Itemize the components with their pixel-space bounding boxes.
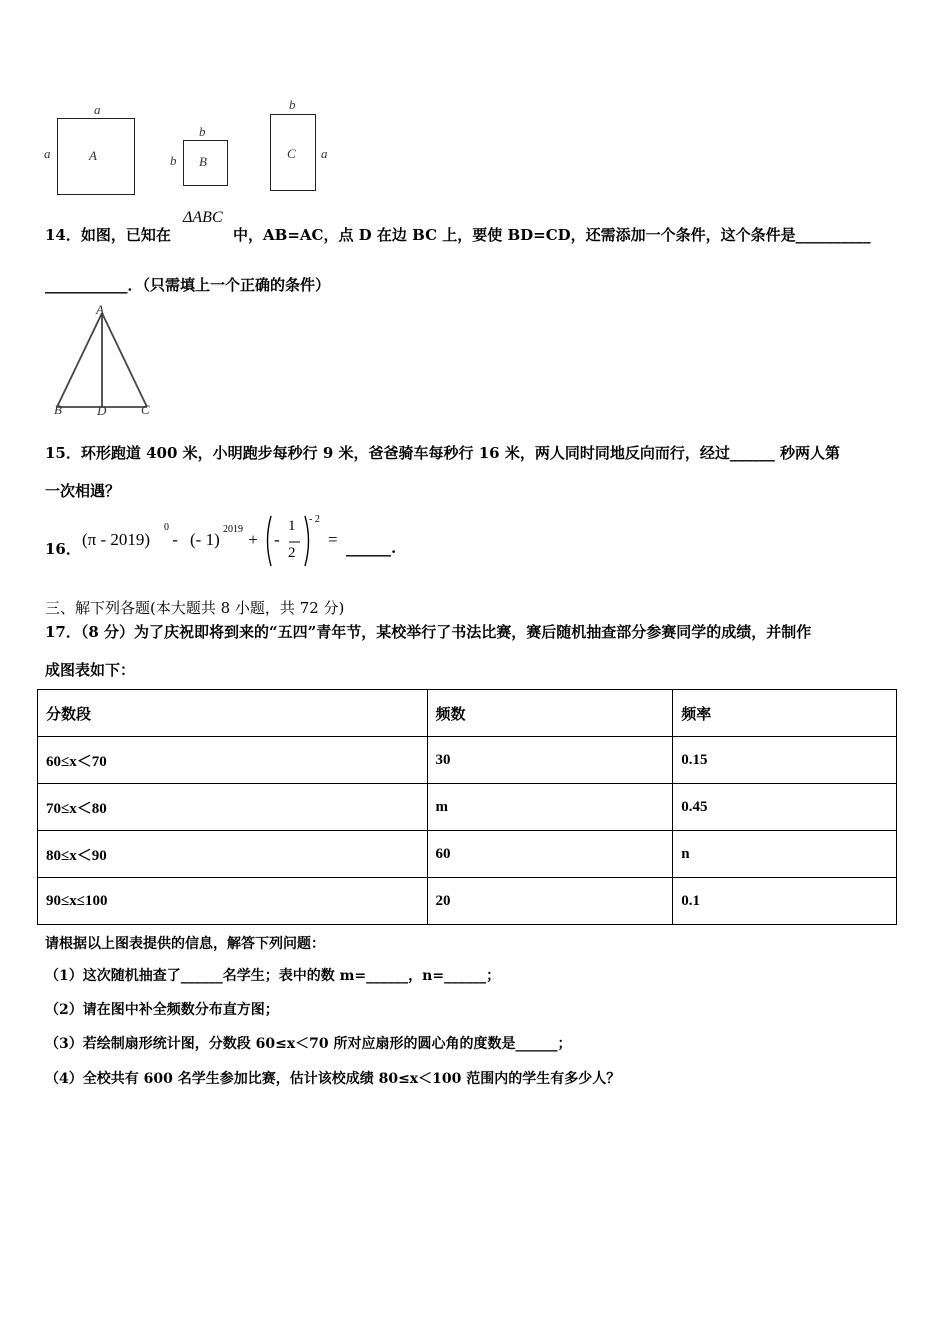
header-frequency: 频数 <box>427 690 673 737</box>
q15-line2: 一次相遇？ <box>45 482 121 500</box>
q16-fraction-denominator: 2 <box>288 545 296 561</box>
table-cell: 0.15 <box>673 737 897 784</box>
q17-sub4: （4）全校共有 600 名学生参加比赛，估计该校成绩 80≤x＜100 范围内的学生有多少人？ <box>45 1071 621 1087</box>
table-cell: 20 <box>427 878 673 925</box>
table-cell: 30 <box>427 737 673 784</box>
q14-line1 <box>45 224 171 245</box>
table-row <box>38 784 897 831</box>
vertex-a-label: A <box>96 302 104 317</box>
q14-triangle-symbol: ΔABC <box>183 209 223 226</box>
table-cell: 60 <box>427 831 673 878</box>
q16-neg-one: (- 1) <box>190 530 220 549</box>
vertex-b-label: B <box>54 402 62 417</box>
q16-exponent-neg2: - 2 <box>309 514 320 525</box>
q16-minus: - <box>168 530 183 549</box>
rect-c-side-label: a <box>321 146 328 161</box>
table-row <box>38 737 897 784</box>
table-cell: 0.1 <box>673 878 897 925</box>
q15-line1: 15．环形跑道 400 米，小明跑步每秒行 9 米，爸爸骑车每秒行 16 米，两人同时同地反向而行，经过______ 秒两人第 <box>45 444 841 462</box>
square-a-top-label: a <box>94 102 101 117</box>
q16-fraction-numerator: 1 <box>288 518 296 534</box>
q16-exponent-0: 0 <box>164 522 169 533</box>
q16-answer-blank: ______. <box>346 539 397 557</box>
frequency-table <box>37 689 897 925</box>
q16-number: 16． <box>45 540 81 558</box>
square-a-side-label: a <box>44 146 51 161</box>
q14-line2: ___________．（只需填上一个正确的条件） <box>45 276 331 294</box>
header-score-range: 分数段 <box>38 690 428 737</box>
q16-pi-term: (π - 2019) <box>82 530 151 549</box>
q17-intro: 请根据以上图表提供的信息，解答下列问题： <box>45 936 325 952</box>
vertex-c-label: C <box>141 402 150 417</box>
table-cell: n <box>673 831 897 878</box>
table-cell: 80≤x＜90 <box>38 831 428 878</box>
table-cell: m <box>427 784 673 831</box>
q14-number: 14．如图，已知在 <box>45 226 171 244</box>
table-header-row <box>38 690 897 737</box>
square-b <box>183 140 228 186</box>
square-a <box>57 118 135 195</box>
q16-plus: + <box>244 530 263 549</box>
table-cell: 70≤x＜80 <box>38 784 428 831</box>
q17-sub2: （2）请在图中补全频数分布直方图； <box>45 1002 279 1018</box>
q14-text: 中，AB=AC，点 D 在边 BC 上，要使 BD=CD，还需添加一个条件，这个条件是__________ <box>233 226 871 244</box>
q16-equals: = <box>328 530 338 549</box>
table-cell: 60≤x＜70 <box>38 737 428 784</box>
rect-c <box>270 114 316 191</box>
rect-c-top-label: b <box>289 97 296 112</box>
section-3-heading: 三、解下列各题(本大题共 8 小题，共 72 分) <box>45 599 345 617</box>
table-cell: 0.45 <box>673 784 897 831</box>
square-b-name: B <box>199 154 207 169</box>
q17-sub3: （3）若绘制扇形统计图，分数段 60≤x＜70 所对应扇形的圆心角的度数是______； <box>45 1036 572 1052</box>
table-cell: 90≤x≤100 <box>38 878 428 925</box>
square-b-top-label: b <box>199 124 206 139</box>
q16-exponent-2019: 2019 <box>223 524 243 535</box>
q17-line1: 17．（8 分）为了庆祝即将到来的“五四”青年节，某校举行了书法比赛，赛后随机抽查部分参赛同学的成绩，并制作 <box>45 623 812 641</box>
triangle-abc-diagram <box>50 303 160 418</box>
square-a-name: A <box>89 148 97 163</box>
q17-sub1: （1）这次随机抽查了______名学生；表中的数 m=______，n=______； <box>45 968 501 984</box>
point-d-label: D <box>97 403 107 418</box>
table-row <box>38 878 897 925</box>
table-row <box>38 831 897 878</box>
header-relative-frequency: 频率 <box>673 690 897 737</box>
q16-neg-sign: - <box>274 530 280 549</box>
q17-line2: 成图表如下： <box>45 661 136 679</box>
rect-c-name: C <box>287 146 296 161</box>
square-b-side-label: b <box>170 153 177 168</box>
